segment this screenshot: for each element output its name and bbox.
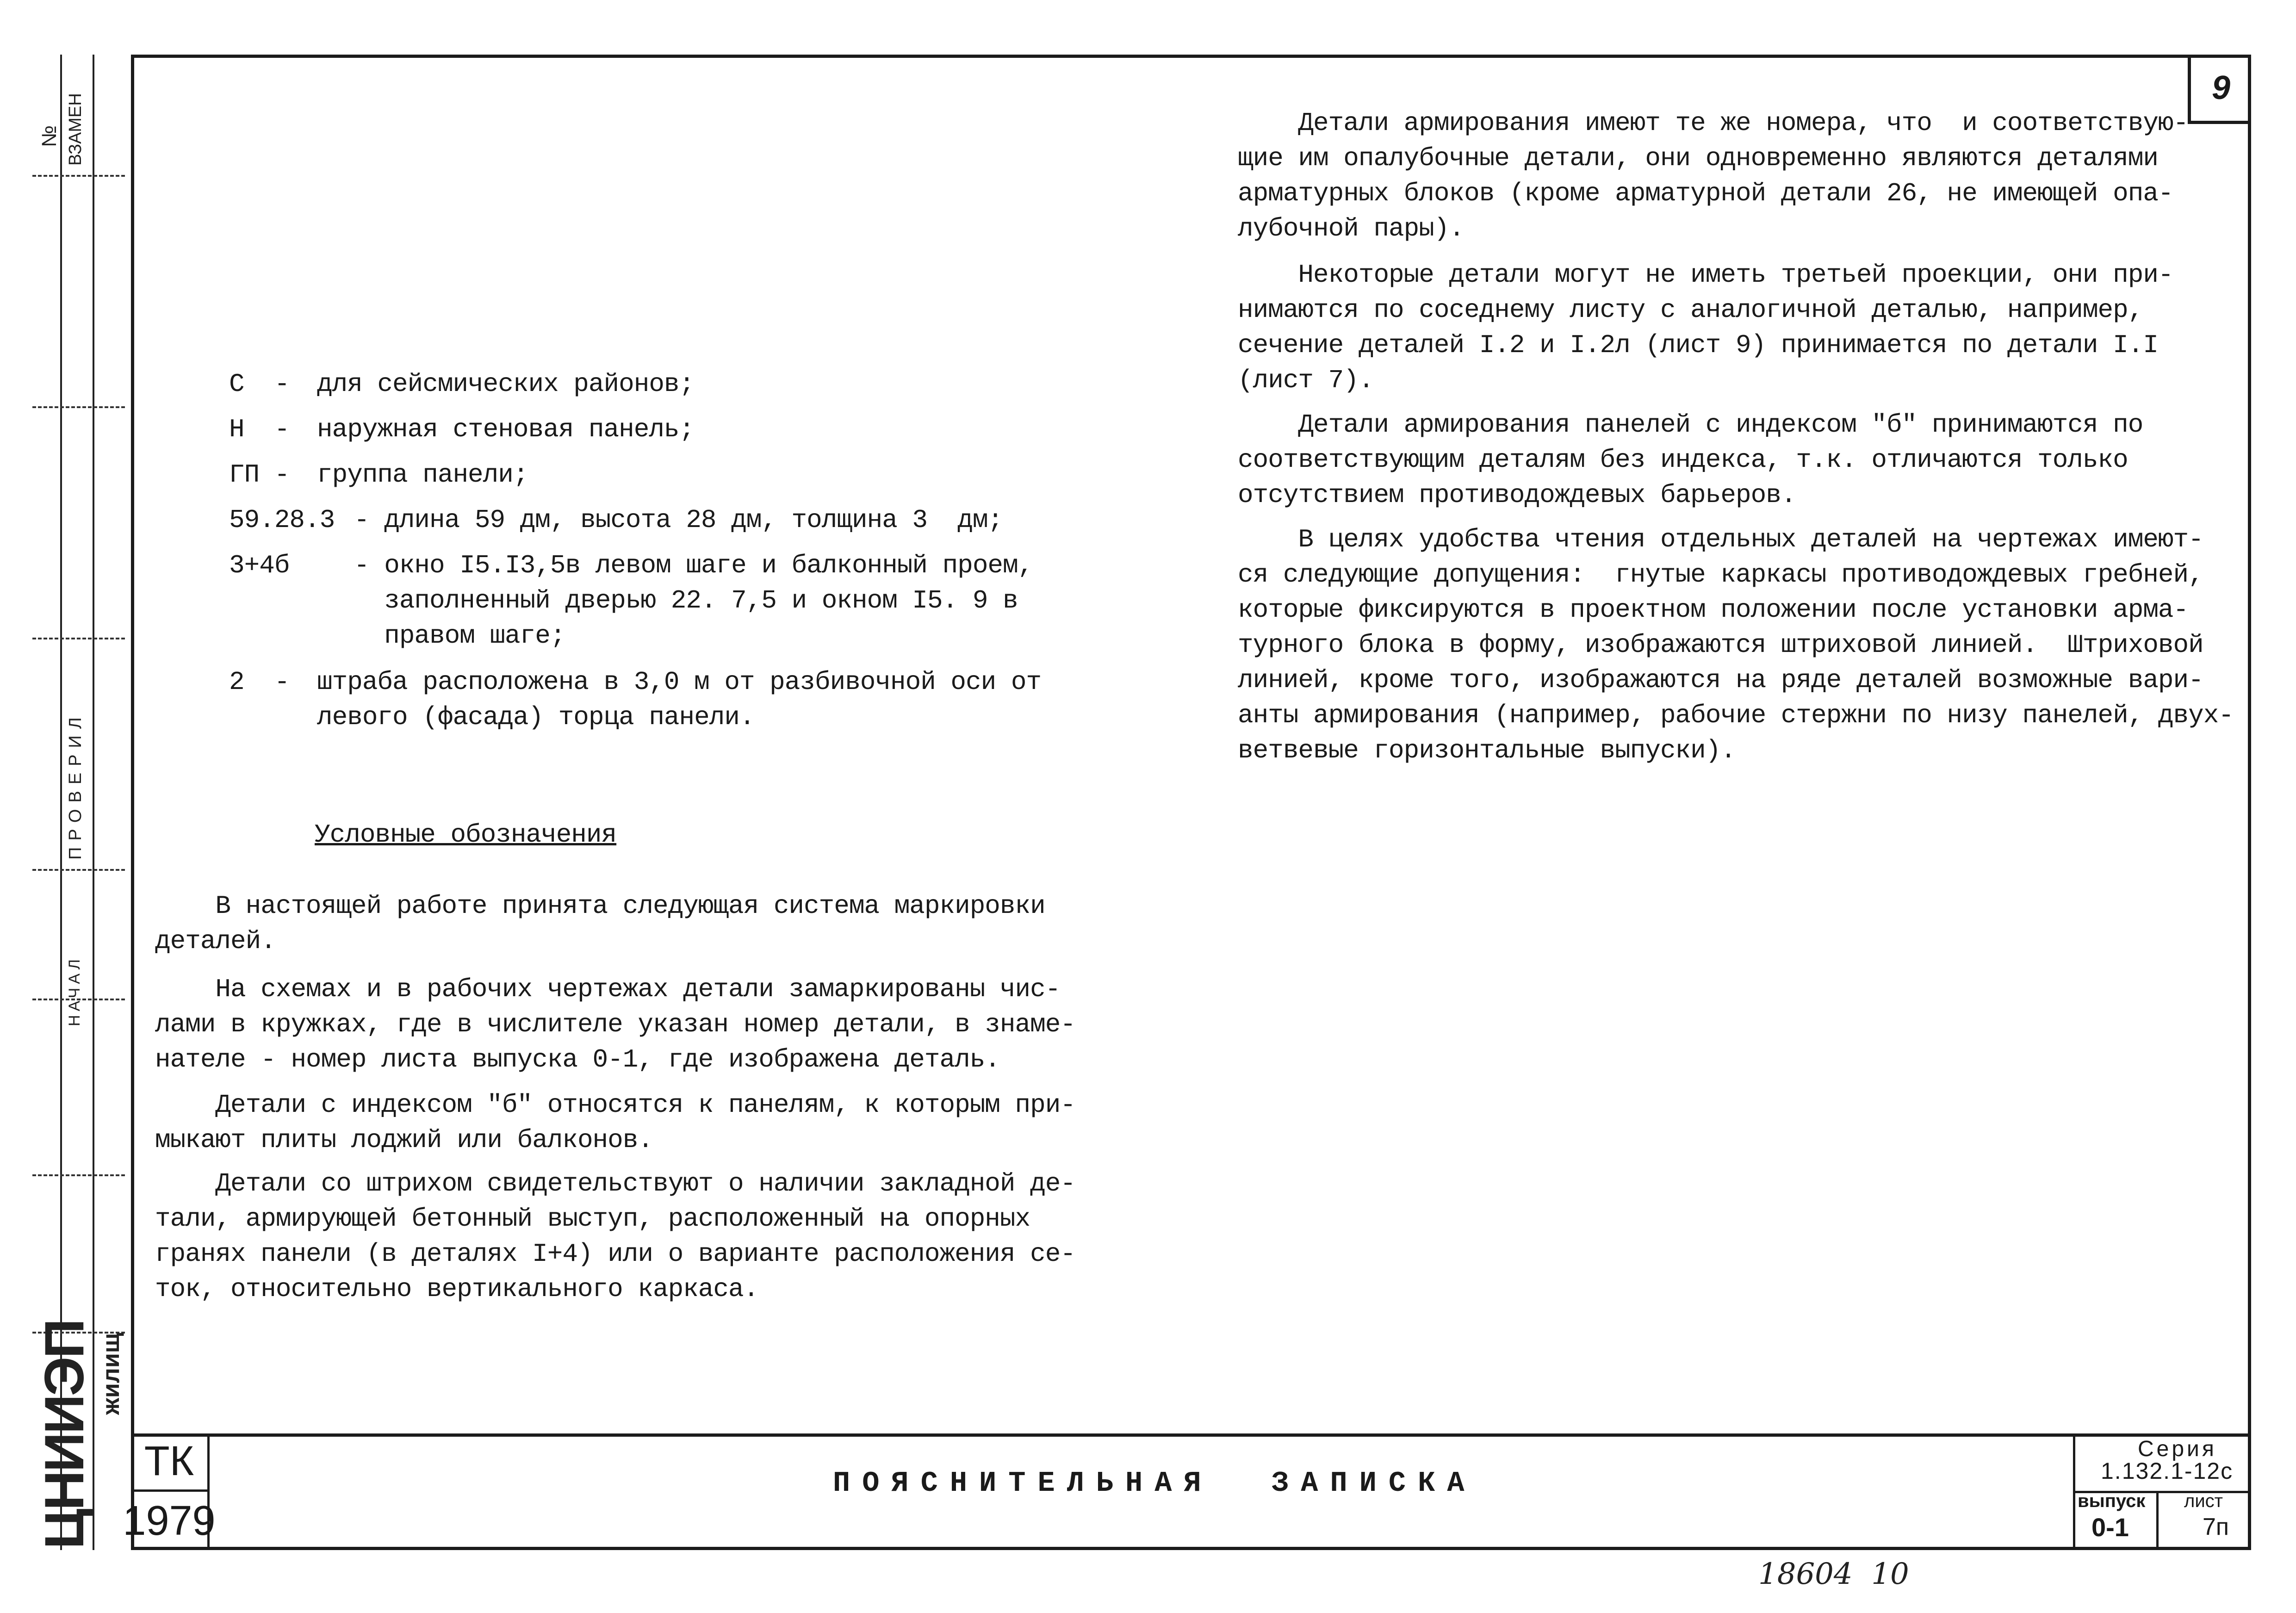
vypusk-value: 0-1 — [2091, 1513, 2129, 1542]
legend-key: 59.28.3 — [229, 505, 335, 535]
conventions-paragraph: Детали со штрихом свидетельствуют о наличии закладной де- тали, армирующей бетонный выступ, расположенный на опорных гранях панели (в деталях I+4) или о варианте расположения се- ток, относительно вертикального каркаса. — [155, 1169, 1075, 1304]
stamp-margin — [32, 55, 124, 1550]
stamp-rule — [32, 1174, 125, 1176]
stamp-rule — [32, 638, 125, 639]
legend-text: наружная стеновая панель; — [317, 415, 695, 444]
stamp-proveril: ПРОВЕРИЛ — [66, 711, 85, 860]
legend-key: Н - — [229, 415, 290, 444]
tk-label: ТК — [131, 1433, 210, 1492]
list-label: лист — [2184, 1491, 2223, 1511]
legend-text: группа панели; — [317, 460, 528, 490]
legend-text: штраба расположена в 3,0 м от разбивочной оси от левого (фасада) торца панели. — [317, 667, 1042, 732]
handwritten-number: 18604 10 — [1758, 1557, 1909, 1591]
conventions-paragraph: В настоящей работе принята следующая система маркировки деталей. — [155, 891, 1045, 956]
right-paragraph: В целях удобства чтения отдельных деталей на чертежах имеют- ся следующие допущения: гнутые каркасы противодождевых гребней, которые фиксируются в проектном положении после установки арма- турного блока в форму, изображаются штриховой линией. Штриховой линией, кроме того, изображаются на ряде деталей возможные вари- анты армирования (например, рабочие стержни по низу панелей, двух- ветвевые горизонтальные выпуски). — [1238, 525, 2234, 765]
list-value: 7п — [2203, 1514, 2229, 1540]
right-paragraph: Некоторые детали могут не иметь третьей проекции, они при- нимаются по соседнему листу с аналогичной деталью, например, сечение деталей I.2 и I.2л (лист 9) принимается по детали I.I (лист 7). — [1238, 260, 2173, 395]
stamp-org: ЦНИИЭП — [33, 1320, 95, 1549]
legend-key: ГП - — [229, 460, 290, 490]
legend-key: С - — [229, 369, 290, 399]
vypusk-label: выпуск — [2078, 1491, 2146, 1511]
sheet-number: 9 — [2188, 55, 2251, 124]
conventions-heading: Условные обозначения — [315, 820, 617, 850]
stamp-rule — [32, 869, 125, 871]
stamp-rule — [32, 175, 125, 177]
stamp-vzamen: ВЗАМЕН — [66, 93, 85, 166]
legend-key: 2 - — [229, 667, 290, 697]
stamp-rule — [32, 406, 125, 408]
right-paragraph: Детали армирования имеют те же номера, что и соответствую- щие им опалубочные детали, они одновременно являются деталями арматурных блоков (кроме арматурной детали 26, не имеющей опа- лубочной пары). — [1238, 108, 2189, 243]
legend-text: для сейсмических районов; — [317, 369, 695, 399]
stamp-nachal: НАЧАЛ — [66, 955, 83, 1026]
legend-text: - окно I5.I3,5в левом шаге и балконный проем, заполненный дверью 22. 7,5 и окном I5. 9 в правом шаге; — [354, 551, 1033, 651]
stamp-no: № — [38, 125, 61, 147]
conventions-paragraph: На схемах и в рабочих чертежах детали замаркированы чис- лами в кружках, где в числителе указан номер детали, в знаме- нателе - номер листа выпуска 0-1, где изображена деталь. — [155, 974, 1075, 1074]
series-divider — [2156, 1491, 2159, 1550]
seriya-label: Серия — [2138, 1437, 2217, 1461]
seriya-value: 1.132.1-12с — [2101, 1458, 2234, 1484]
conventions-paragraph: Детали с индексом "б" относятся к панелям, к которым при- мыкают плиты лоджий или балконов. — [155, 1090, 1075, 1155]
document-title: ПОЯСНИТЕЛЬНАЯ ЗАПИСКА — [833, 1467, 1477, 1500]
right-paragraph: Детали армирования панелей с индексом "б" принимаются по соответствующим деталям без индекса, т.к. отличаются только отсутствием противодождевых барьеров. — [1238, 410, 2143, 510]
year-label: 1979 — [131, 1492, 210, 1550]
legend-text: - длина 59 дм, высота 28 дм, толщина 3 дм; — [354, 505, 1003, 535]
stamp-org2: жилищ — [98, 1333, 124, 1415]
legend-key: 3+4б — [229, 551, 290, 580]
